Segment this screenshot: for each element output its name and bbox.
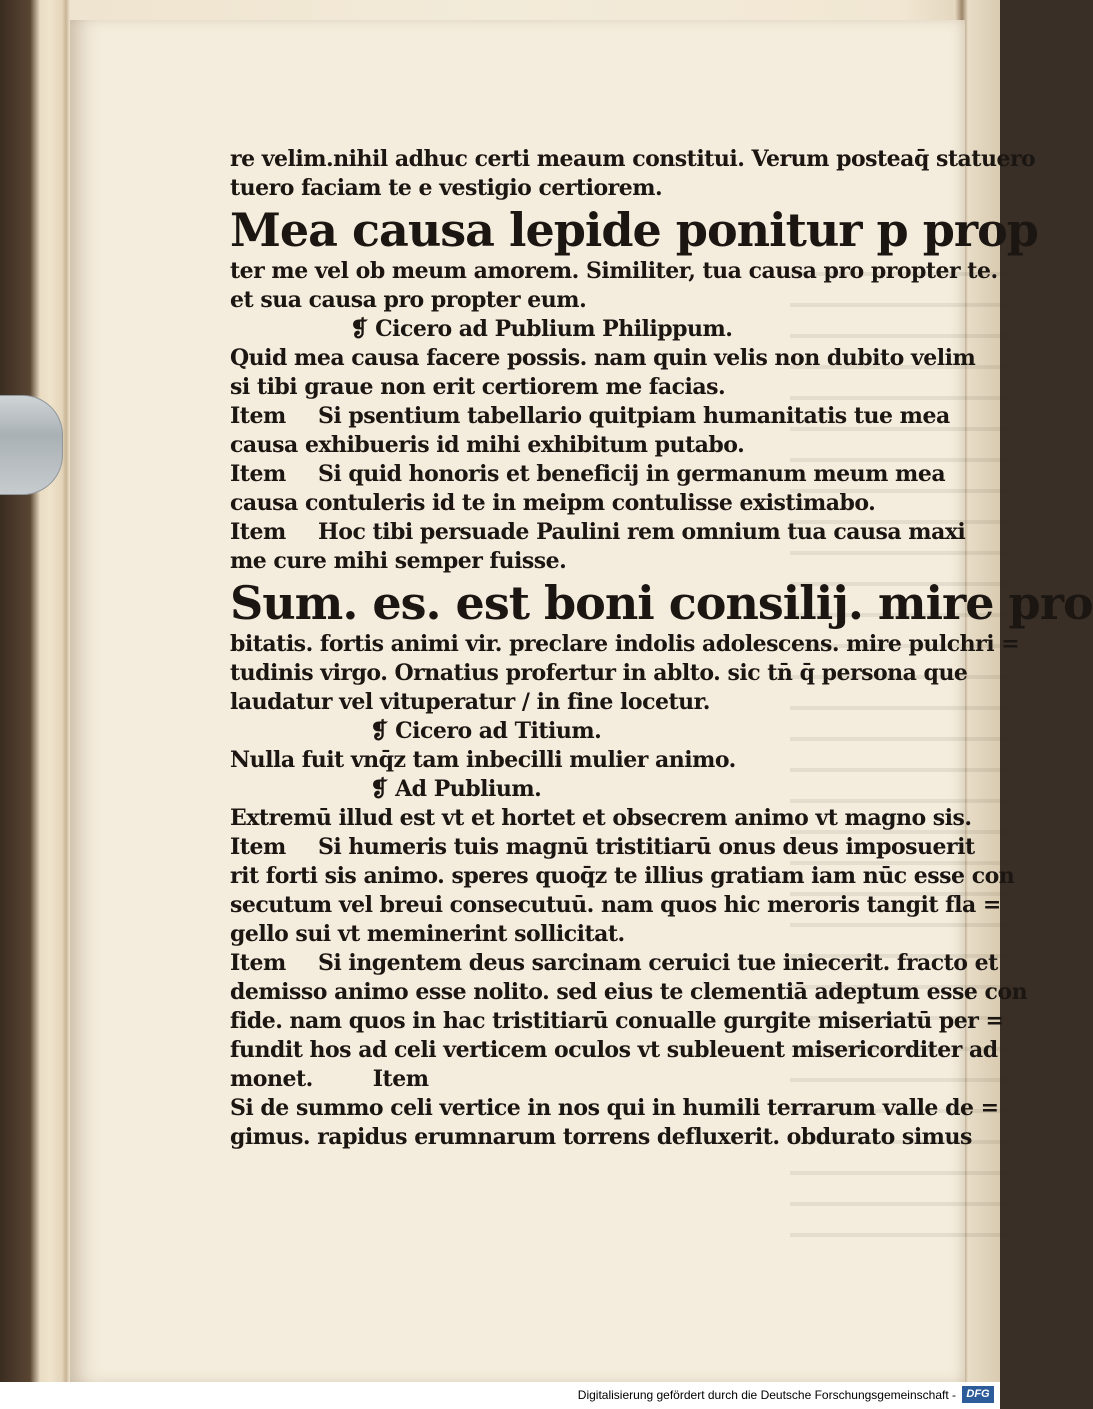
text-line: Extremū illud est vt et hortet et obsecrem animo vt magno sis. <box>230 805 972 831</box>
text-line: laudatur vel vituperatur / in fine locetur. <box>230 689 710 715</box>
footer-credit: Digitalisierung gefördert durch die Deutsche Forschungsgemeinschaft - <box>577 1388 956 1402</box>
pilcrow-icon: ❡ <box>350 316 368 342</box>
text-line: me cure mihi semper fuisse. <box>230 548 567 574</box>
page-clip <box>0 395 63 495</box>
text-line: gimus. rapidus erumnarum torrens defluxerit. obdurato simus <box>230 1124 972 1150</box>
pilcrow-icon: ❡ <box>370 776 388 802</box>
page-text <box>230 145 1093 1152</box>
item-label: Item <box>230 403 286 429</box>
text-line: secutum vel breui consecutuū. nam quos hic meroris tangit fla = <box>230 892 1001 918</box>
text-line: tuero faciam te e vestigio certiorem. <box>230 175 663 201</box>
citation-line: ❡ Cicero ad Publium Philippum. <box>350 316 733 342</box>
text-line: causa exhibueris id mihi exhibitum putabo. <box>230 432 745 458</box>
footer-bar <box>0 1382 1000 1409</box>
item-label: Item <box>230 834 286 860</box>
text-line: rit forti sis animo. speres quoq̄z te illius gratiam iam nūc esse con <box>230 863 1015 889</box>
heading-line: Mea causa lepide ponitur p prop <box>230 203 1038 257</box>
text-line: tudinis virgo. Ornatius profertur in ablto. sic tn̄ q̄ persona que <box>230 660 968 686</box>
text-line: ter me vel ob meum amorem. Similiter, tua causa pro propter te. <box>230 258 998 284</box>
text-line: fide. nam quos in hac tristitiarū conualle gurgite miseriatū per = <box>230 1008 1004 1034</box>
item-line: Item Si humeris tuis magnū tristitiarū onus deus imposuerit <box>230 834 975 860</box>
citation-line: ❡ Ad Publium. <box>370 776 542 802</box>
text-line: bitatis. fortis animi vir. preclare indolis adolescens. mire pulchri = <box>230 631 1020 657</box>
item-label: Item <box>230 461 286 487</box>
pilcrow-icon: ❡ <box>370 718 388 744</box>
item-line: monet. Item <box>230 1066 429 1092</box>
item-line: Item Hoc tibi persuade Paulini rem omnium tua causa maxi <box>230 519 966 545</box>
dfg-logo: DFG <box>962 1386 994 1403</box>
text-line: si tibi graue non erit certiorem me facias. <box>230 374 726 400</box>
text-line: fundit hos ad celi verticem oculos vt subleuent misericorditer ad <box>230 1037 998 1063</box>
text-line: Quid mea causa facere possis. nam quin velis non dubito velim <box>230 345 976 371</box>
item-line: Item Si ingentem deus sarcinam ceruici tue iniecerit. fracto et <box>230 950 998 976</box>
text-line: gello sui vt meminerint sollicitat. <box>230 921 625 947</box>
heading-line: Sum. es. est boni consilij. mire pro <box>230 576 1093 630</box>
text-line: demisso animo esse nolito. sed eius te clementiā adeptum esse con <box>230 979 1028 1005</box>
text-line: Nulla fuit vnq̄z tam inbecilli mulier animo. <box>230 747 736 773</box>
citation-line: ❡ Cicero ad Titium. <box>370 718 602 744</box>
text-line: Si de summo celi vertice in nos qui in humili terrarum valle de = <box>230 1095 999 1121</box>
item-label: Item <box>230 950 286 976</box>
item-label: Item <box>230 519 286 545</box>
item-label: Item <box>372 1066 429 1092</box>
item-line: Item Si quid honoris et beneficij in germanum meum mea <box>230 461 946 487</box>
text-line: causa contuleris id te in meipm contulisse existimabo. <box>230 490 876 516</box>
text-line: et sua causa pro propter eum. <box>230 287 587 313</box>
item-line: Item Si psentium tabellario quitpiam humanitatis tue mea <box>230 403 950 429</box>
text-line: re velim.nihil adhuc certi meaum constitui. Verum posteaq̄ statuero <box>230 146 1036 172</box>
